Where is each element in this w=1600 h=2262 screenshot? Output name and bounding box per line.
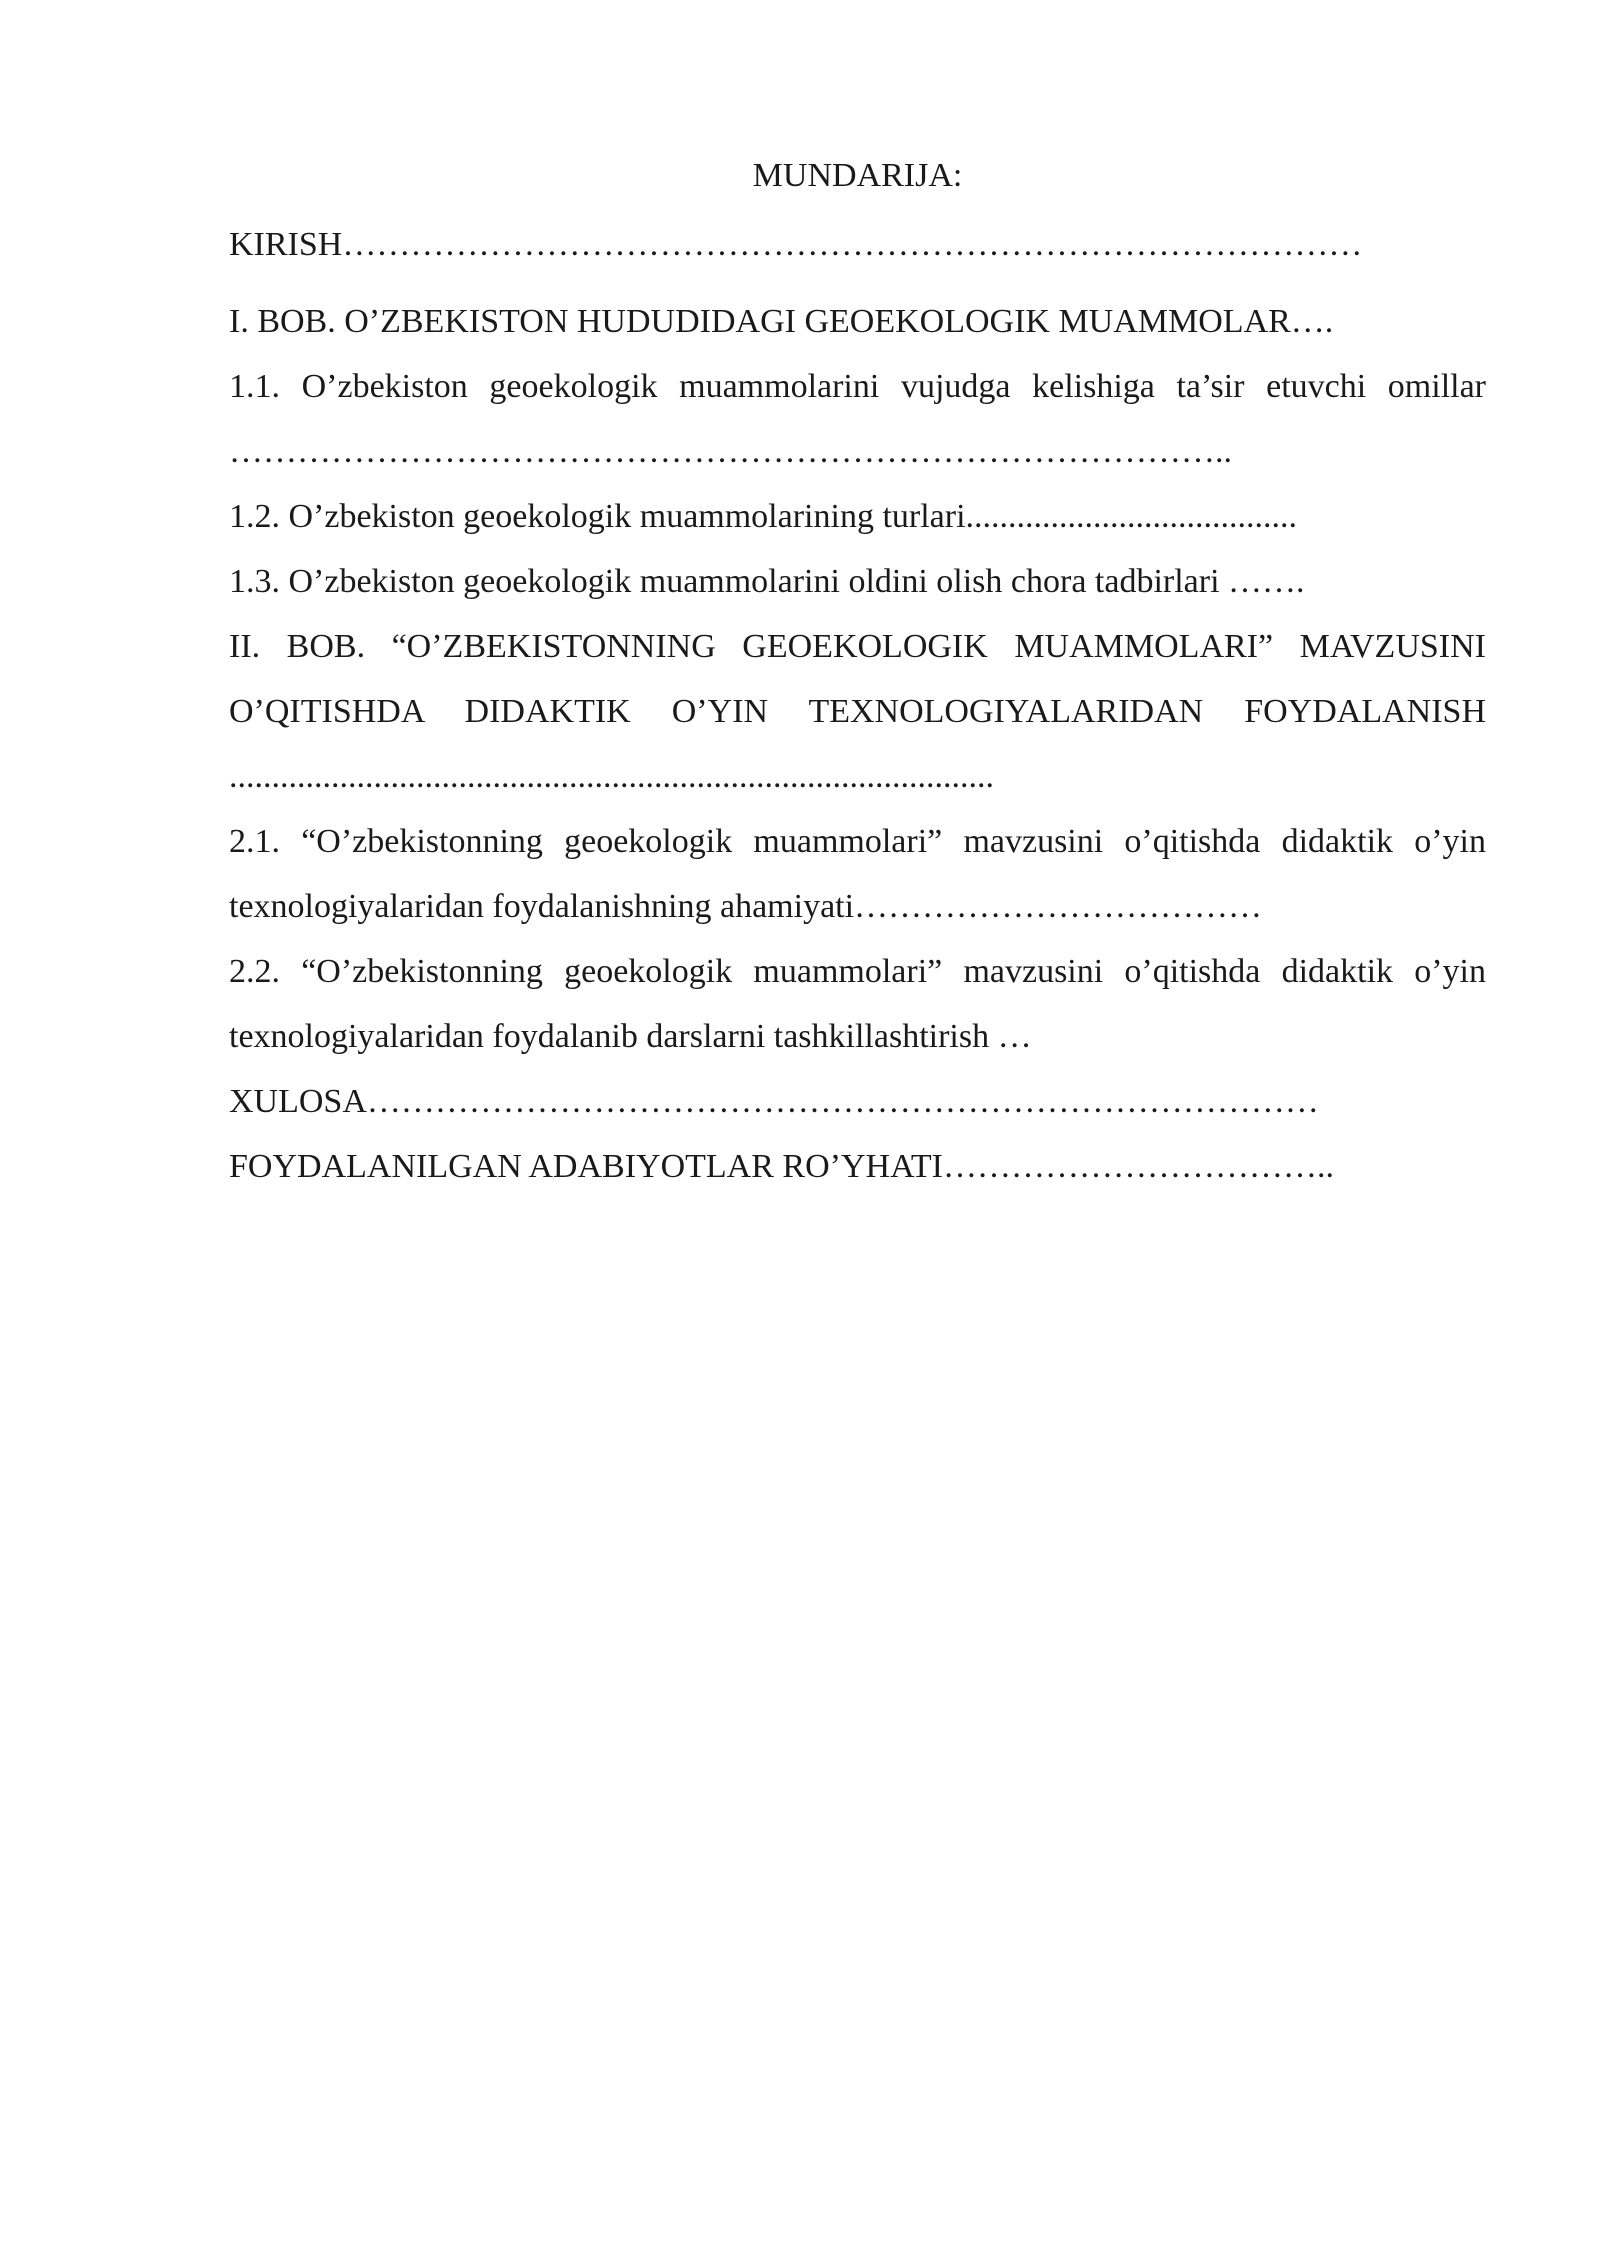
toc-entry-section-1-1: 1.1. O’zbekiston geoekologik muammolarini vujudga kelishiga ta’sir etuvchi omillar …………………………………………………………………………….. (229, 368, 1486, 470)
toc-entry-references: FOYDALANILGAN ADABIYOTLAR RO’YHATI…………………………….. (229, 1148, 1334, 1185)
toc-entry-kirish: KIRISH……………………………………………………………………………… (229, 226, 1363, 263)
toc-entry-section-1-3: 1.3. O’zbekiston geoekologik muammolarini oldini olish chora tadbirlari ……. (229, 563, 1305, 600)
toc-entry-chapter-2: II. BOB. “O’ZBEKISTONNING GEOEKOLOGIK MUAMMOLARI” MAVZUSINI O’QITISHDA DIDAKTIK O’YIN TEXNOLOGIYALARIDAN FOYDALANISH .......................................................................................... (229, 628, 1486, 795)
toc-entry-section-2-2: 2.2. “O’zbekistonning geoekologik muammolari” mavzusini o’qitishda didaktik o’yin texnologiyalaridan foydalanib darslarni tashkillashtirish … (229, 953, 1486, 1055)
toc-entry-xulosa: XULOSA………………………………………………………………………… (229, 1083, 1319, 1120)
toc-entry-section-2-1: 2.1. “O’zbekistonning geoekologik muammolari” mavzusini o’qitishda didaktik o’yin texnologiyalaridan foydalanishning ahamiyati……………………………… (229, 823, 1486, 925)
toc-entry-section-1-2: 1.2. O’zbekiston geoekologik muammolarining turlari....................................... (229, 498, 1298, 535)
toc-entry-chapter-1: I. BOB. O’ZBEKISTON HUDUDIDAGI GEOEKOLOGIK MUAMMOLAR…. (229, 303, 1334, 340)
table-of-contents (229, 150, 1486, 1199)
toc-title: MUNDARIJA: (752, 157, 963, 194)
